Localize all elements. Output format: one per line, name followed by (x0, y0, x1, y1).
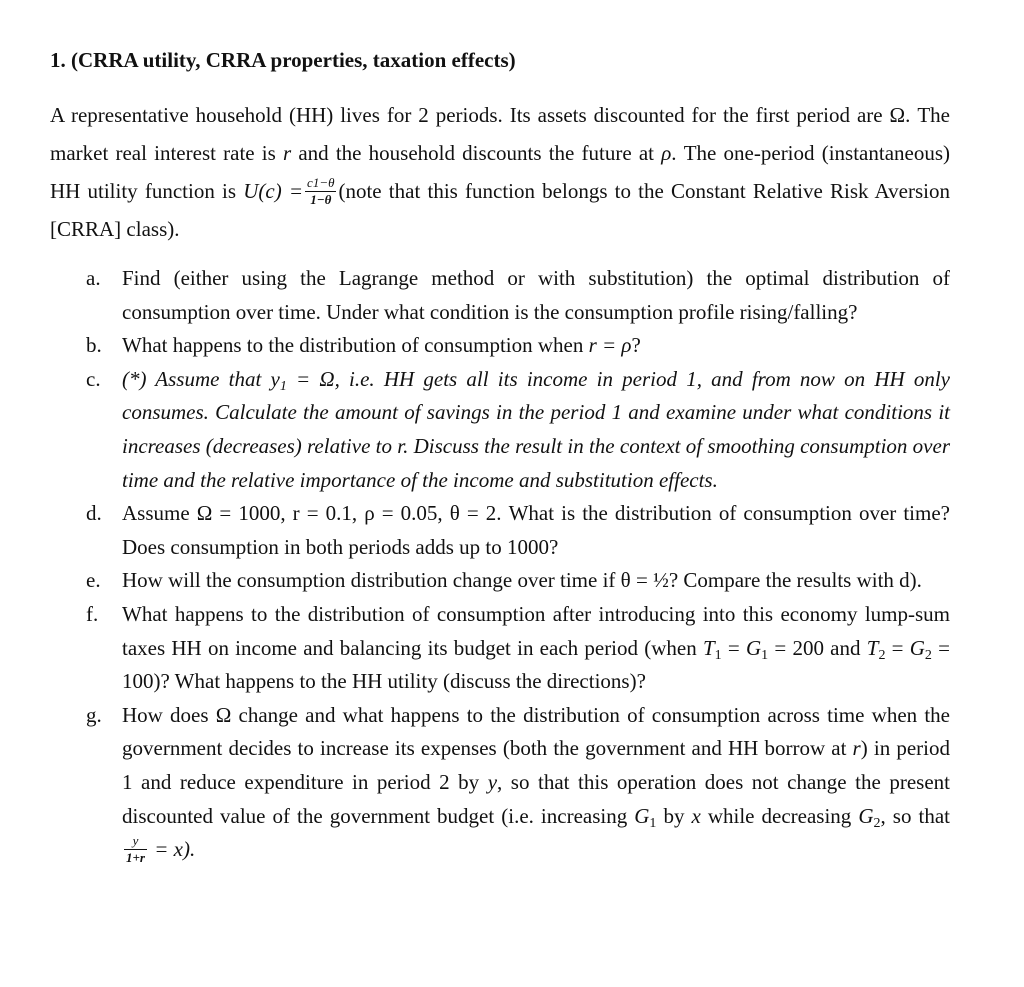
question-text-part: (*) Assume that (122, 366, 271, 391)
question-text: Find (either using the Lagrange method or with substitution) the optimal distribution of consumption over time. Under what condition is the consumption profile rising/falling? (122, 266, 950, 324)
budget-fraction (124, 834, 147, 865)
question-label: f. (86, 601, 99, 626)
question-text-part: ? (631, 333, 641, 358)
math-variable: T (702, 635, 715, 660)
question-item-a (50, 262, 950, 329)
math-variable: G (745, 635, 762, 660)
question-text: Assume Ω = 1000, r = 0.1, ρ = 0.05, θ = 2. What is the distribution of consumption over time? Does consumption in both periods adds up to 1000? (122, 501, 950, 559)
question-text-part: while decreasing (700, 803, 859, 828)
math-variable: G (634, 803, 650, 828)
question-text-part: by (656, 803, 692, 828)
question-list (50, 262, 950, 867)
math-variable: y (487, 769, 498, 794)
intro-text-2: and the household discounts the future at (291, 141, 662, 165)
budget-fraction-denominator: 1+r (126, 849, 145, 865)
intro-text-1: A representative household (HH) lives for 2 periods. Its assets discounted for the first period are Ω. The market real interest rate is (50, 103, 950, 165)
math-variable: y (270, 366, 280, 391)
question-text: What happens to the distribution of consumption after introducing into this economy lump-sum taxes HH on income and balancing its budget in each period (when $T_1 = G_1 = 200$ and $T_2 = G_2 = 100$)? What happens to the HH utility (discuss the directions)? (122, 601, 950, 694)
problem-intro (50, 96, 950, 248)
question-text: How will the consumption distribution change over time if θ = ½? Compare the results with d). (122, 568, 922, 593)
question-item-f (50, 598, 950, 699)
intro-text-3: . The one-period (instantaneous) HH utility function is (50, 141, 950, 203)
math-variable: G (909, 635, 925, 660)
question-item-c (50, 363, 950, 497)
question-text-part: = 200 and (768, 635, 867, 660)
question-item-e (50, 564, 950, 598)
math-variable: G (858, 803, 874, 828)
question-text-part: ) in period 1 and reduce expenditure in period 2 by (122, 736, 950, 794)
question-text-part: = x). (148, 837, 196, 862)
question-text-part: What happens to the distribution of consumption after introducing into this economy lump-sum taxes HH on income and balancing its budget in each period (when (122, 601, 950, 660)
question-text-part: , so that (880, 803, 950, 828)
question-label: g. (86, 702, 102, 727)
utility-fraction-numerator: c1−θ (307, 174, 335, 190)
problem-heading: 1. (CRRA utility, CRRA properties, taxation effects) (50, 48, 516, 72)
question-text-part: , so that this operation does not change the present discounted value of the government budget (i.e. increasing (122, 769, 950, 828)
question-label: a. (86, 266, 101, 290)
intro-rho-symbol: ρ (661, 141, 672, 165)
utility-fraction-denominator: 1−θ (310, 191, 332, 207)
intro-text-4: (note that this function belongs to the Constant Relative Risk Aversion [CRRA] class). (50, 179, 950, 241)
question-text-part: How does Ω change and what happens to the distribution of consumption across time when the government decides to increase its expenses (both the government and HH borrow at (122, 702, 950, 761)
question-text-part: = Ω, i.e. HH gets all its income in period 1, and from now on HH only consumes. Calculate the amount of savings in the period 1 and examine under what conditions it increases (decreases) relative to r. Discuss the result in the context of smoothing consumption over time and the relative importance of the income and substitution effects. (122, 366, 950, 492)
question-text (122, 333, 641, 357)
utility-fraction (305, 176, 336, 207)
question-item-b (50, 329, 950, 363)
question-text: How does Ω change and what happens to the distribution of consumption across time when the government decides to increase its expenses (both the government and HH borrow at r) in period 1 and reduce expenditure in period 2 by y, so that this operation does not change the present discounted value of the government budget (i.e. increasing $G_1$ by x while decreasing $G_2$, so that $\frac{y}{1+r}$ = x). (122, 702, 950, 865)
question-text-part: What happens to the distribution of consumption when (122, 333, 589, 358)
utility-function-lhs: U(c) = (243, 179, 304, 203)
intro-r-symbol: r (282, 141, 292, 165)
question-label: e. (86, 568, 101, 593)
question-text-part: = 100)? What happens to the HH utility (discuss the directions)? (122, 635, 950, 694)
math-variable: x (691, 803, 701, 828)
math-subscript: 1 (279, 378, 287, 394)
math-variable: T (866, 635, 879, 660)
document-page (50, 46, 950, 867)
question-label: d. (86, 501, 102, 526)
math-expression: r = ρ (588, 333, 632, 358)
math-variable: r (852, 736, 861, 761)
question-text (122, 367, 950, 492)
question-label: b. (86, 333, 102, 358)
question-item-g (50, 699, 950, 867)
question-item-d (50, 497, 950, 564)
question-label: c. (86, 366, 101, 391)
budget-fraction-numerator: y (124, 834, 147, 850)
